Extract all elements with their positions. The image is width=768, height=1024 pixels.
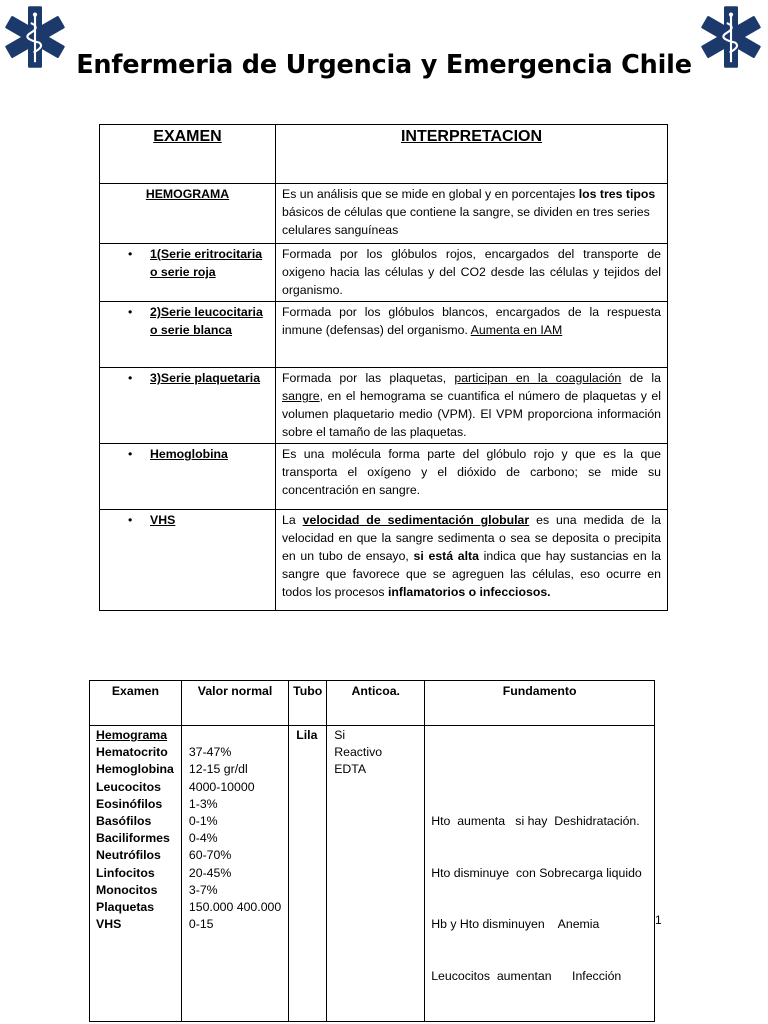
list-item: 4000-10000 [188,779,255,794]
list-item: 60-70% [188,848,232,863]
table-header-row [100,125,668,184]
list-item: 0-4% [188,831,218,846]
list-item: Leucocitos aumentan Infección [431,968,622,983]
exam-list [90,726,182,1022]
exam-label: • 1(Serie eritrocitaria o serie roja [100,244,276,302]
column-header-examen: EXAMEN [100,125,276,184]
column-header-examen: Examen [90,681,182,726]
value-list [181,726,288,1022]
list-item: Neutrófilos [96,848,161,863]
table-row [100,184,668,244]
column-header-valor-normal: Valor normal [181,681,288,726]
list-item: Hto disminuye con Sobrecarga liquido [431,865,642,880]
interpretation-table [99,124,668,611]
exam-label: • VHS [100,510,276,611]
list-item: 0-15 [188,917,214,932]
list-item: 20-45% [188,865,232,880]
exam-label: • 2)Serie leucocitaria o serie blanca [100,302,276,368]
exam-description: La velocidad de sedimentación globular es una medida de la velocidad en que la sangre sedimenta o sea se deposita o precipita en un tubo de ensayo, si está alta indica que hay sustancias en la sangre que favorece que se agreguen las células, eso ocurre en todos los procesos inflamatorios o infecciosos. [276,510,668,611]
list-item: Baciliformes [96,831,170,846]
list-item: 37-47% [188,745,232,760]
list-item: Hemoglobina [96,762,174,777]
list-item: Hb y Hto disminuyen Anemia [431,917,600,932]
page-number: 1 [655,913,662,927]
column-header-anticoagulante: Anticoa. [327,681,425,726]
table-header-row [90,681,655,726]
list-item: Hemograma [96,728,168,742]
anticoagulant-cell: Si Reactivo EDTA [327,726,425,1022]
table-row [90,726,655,1022]
fundamento-cell [425,726,655,1022]
exam-description: Formada por los glóbulos rojos, encargados del transporte de oxigeno hacia las células y del CO2 desde las células y tejidos del organismo. [276,244,668,302]
list-item: Hematocrito [96,745,168,760]
exam-description: Formada por los glóbulos blancos, encargados de la respuesta inmune (defensas) del organismo. Aumenta en IAM [276,302,668,368]
column-header-tubo: Tubo [289,681,327,726]
exam-description: Es un análisis que se mide en global y en porcentajes los tres tipos básicos de células que contiene la sangre, se dividen en tres series celulares sanguíneas [276,184,668,244]
list-item: 0-1% [188,814,218,828]
table-row [100,444,668,510]
list-item: VHS [96,917,122,932]
exam-label: HEMOGRAMA [100,184,276,244]
list-item: 12-15 gr/dl [188,762,248,777]
list-item: Leucocitos [96,779,161,794]
reference-values-table [89,680,655,1022]
list-item [189,727,281,744]
list-item: Monocitos [96,882,158,897]
list-item: Linfocitos [96,865,155,880]
exam-label: • Hemoglobina [100,444,276,510]
list-item: 3-7% [188,882,218,897]
table-row [100,244,668,302]
list-item: Eosinófilos [96,796,163,811]
list-item: 1-3% [188,796,218,811]
column-header-interpretacion: INTERPRETACION [276,125,668,184]
list-item: Hto aumenta si hay Deshidratación. [431,814,640,828]
table-row [100,302,668,368]
table-row [100,368,668,444]
list-item: 150.000 400.000 [188,900,282,915]
exam-description: Es una molécula forma parte del glóbulo rojo y que es la que transporta el oxígeno y el dióxido de carbono; se mide su concentración en sangre. [276,444,668,510]
page-title: Enfermeria de Urgencia y Emergencia Chile [76,50,692,80]
list-item: Basófilos [96,814,152,829]
tube-cell: Lila [289,726,327,1022]
column-header-fundamento: Fundamento [425,681,655,726]
exam-description: Formada por las plaquetas, participan en la coagulación de la sangre, en el hemograma se cuantifica el número de plaquetas y el volumen plaquetario medio (VPM). El VPM proporciona información sobre el tamaño de las plaquetas. [276,368,668,444]
exam-label: • 3)Serie plaquetaria [100,368,276,444]
list-item: Plaquetas [96,900,155,915]
table-row [100,510,668,611]
